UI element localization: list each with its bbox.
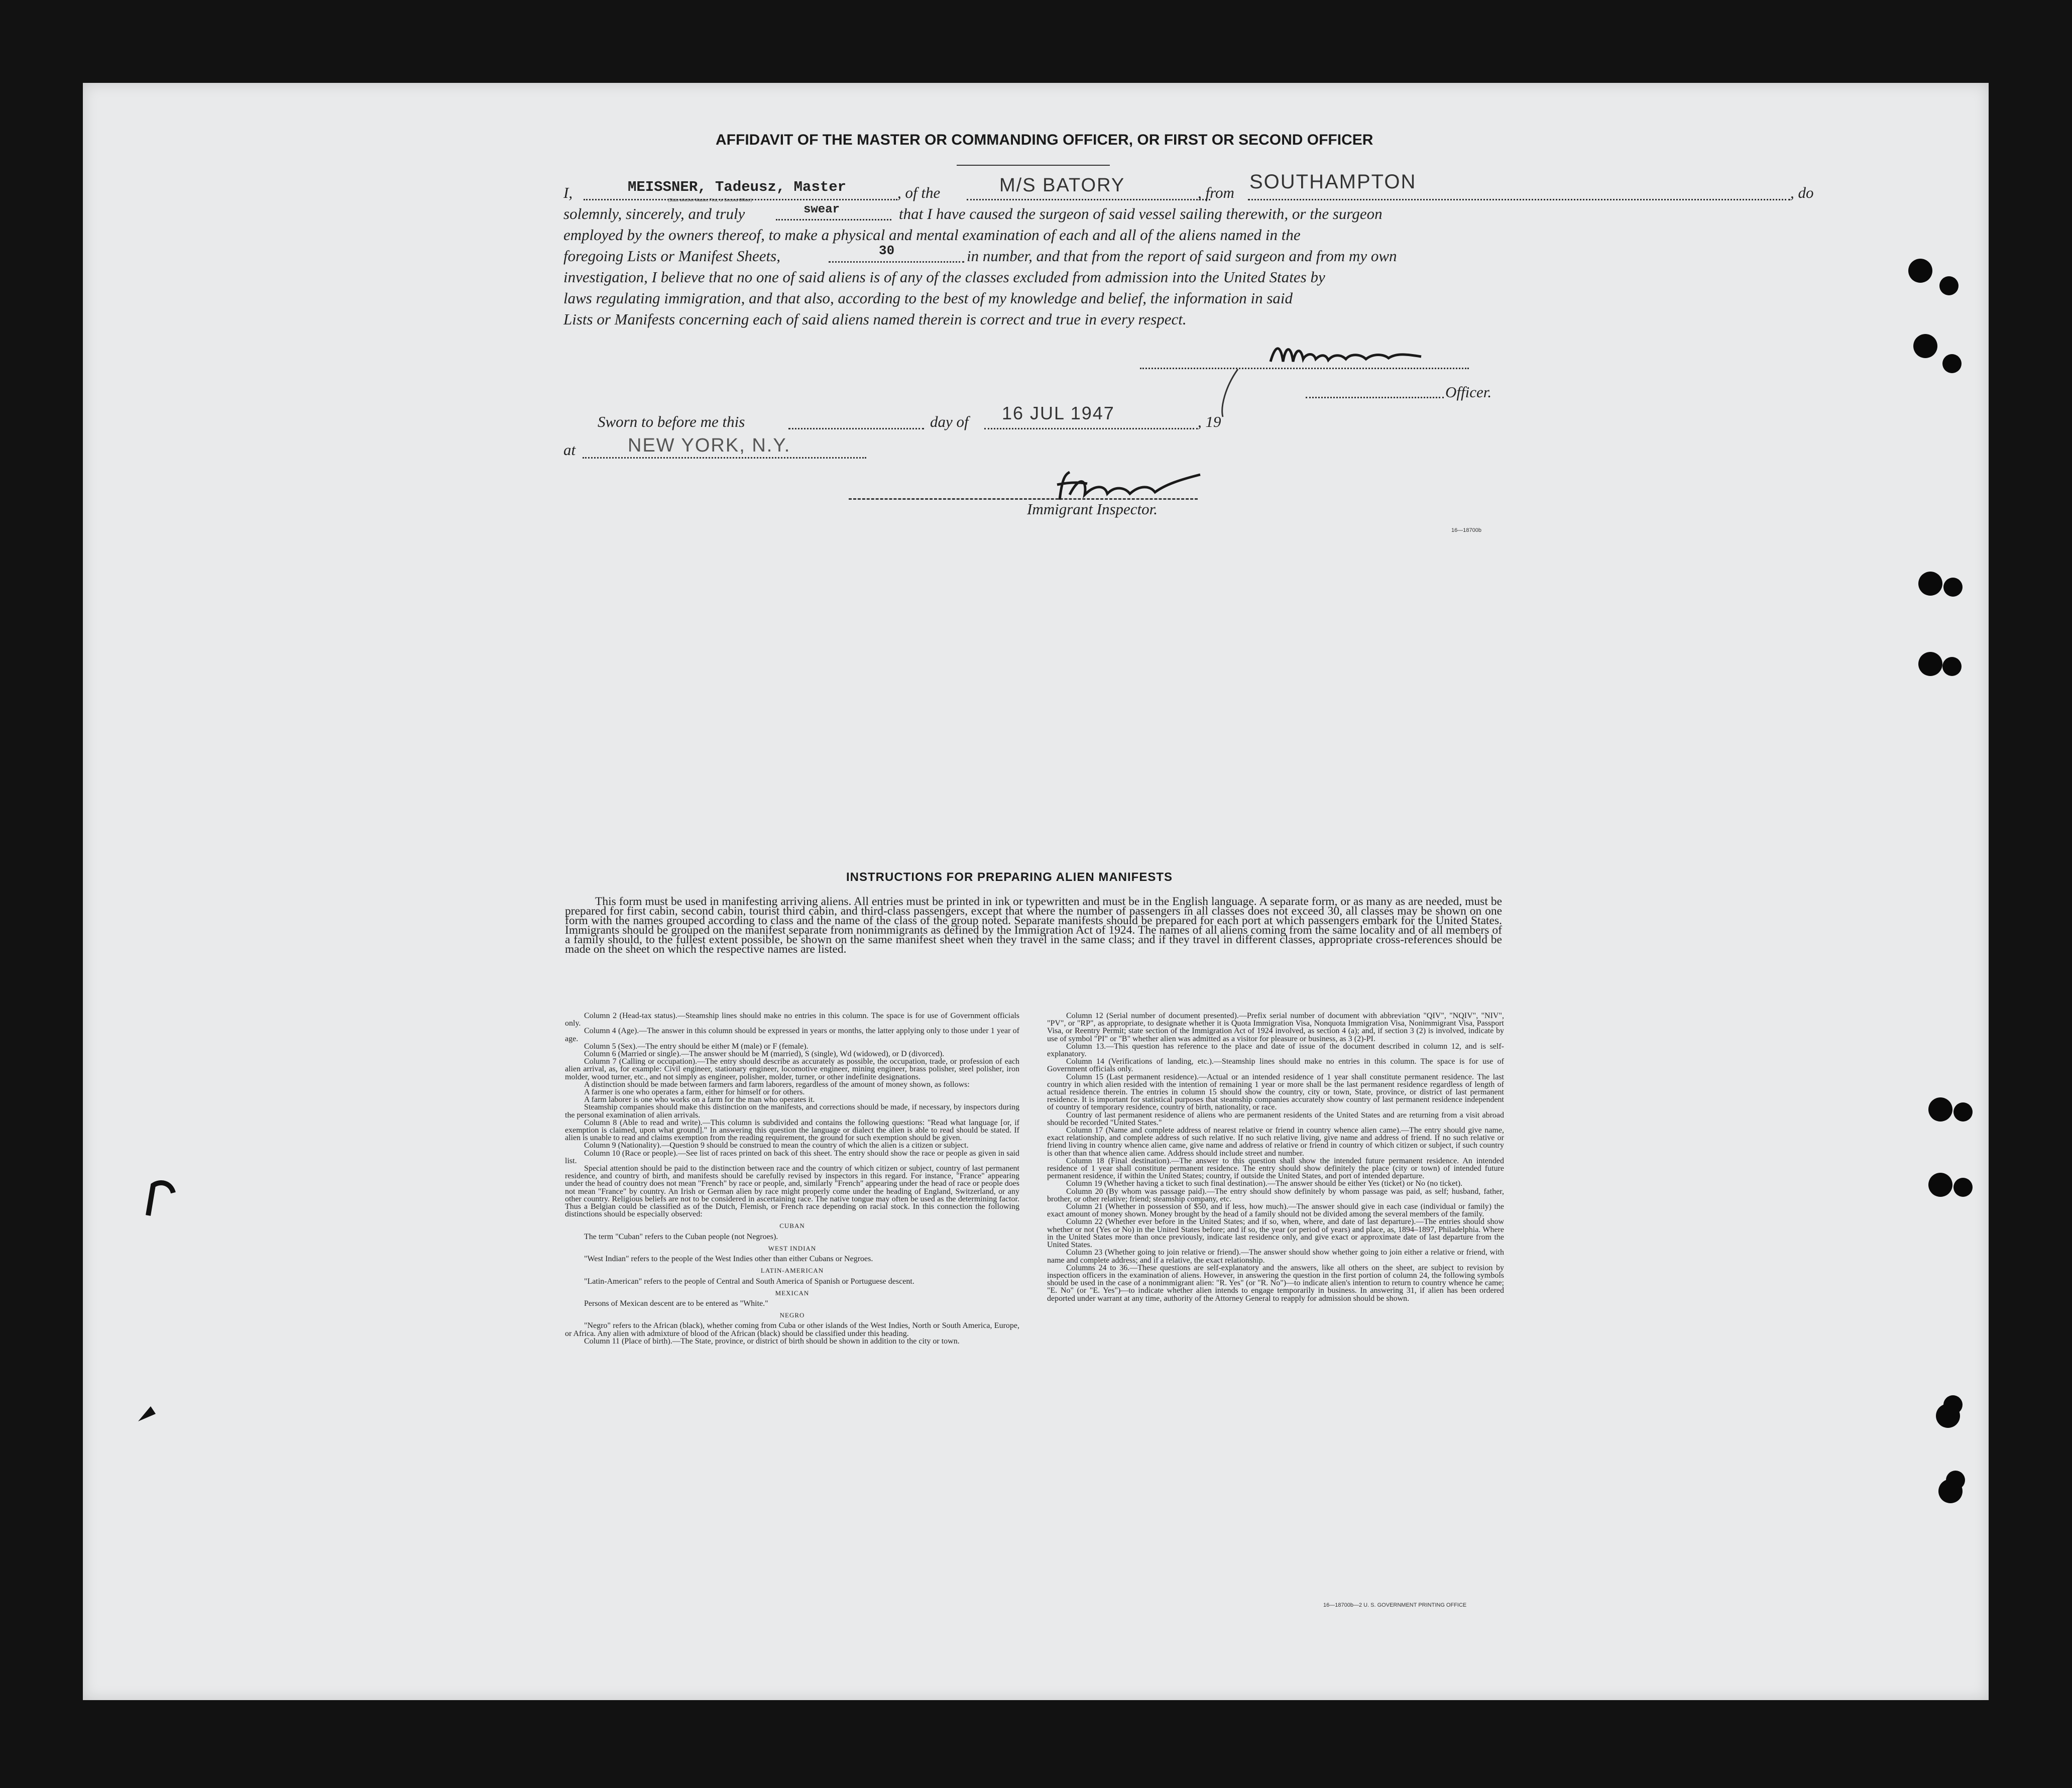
right-para-8: Column 19 (Whether having a ticket to such final destination).—The answer should be either Yes (ticket) or No (no ticket). — [1066, 1179, 1463, 1188]
race-heading-latin-american: LATIN-AMERICAN — [760, 1267, 824, 1275]
officer-title-line — [1306, 397, 1444, 398]
left-para-5: Column 7 (Calling or occupation).—The entry should describe as accurately as possible, the occupation, trade, or profession of each alien arrival, as, for example: Civil engineer, stationary engineer, locomotive engineer, mining engineer, brass polisher, steel polisher, iron molder, wood turner, etc., and not simply as engineer, polisher, molder, turner, or other indefinite designations. — [565, 1057, 1019, 1081]
inspector-label: Immigrant Inspector. — [1027, 500, 1158, 518]
sworn-date-line — [984, 428, 1198, 429]
right-para-2: Column 13.—This question has reference to the place and date of issue of the document described in column 12, and is self-explanatory. — [1047, 1042, 1504, 1059]
do-label: , do — [1790, 184, 1814, 201]
left-para-10: Column 8 (Able to read and write).—This column is subdivided and contains the following questions: "Read what language [or, if exemption is claimed, upon what ground]." In answering this question the language or dialect the alien is able to read should be stated. If alien is unable to read and claims exemption from the reading requirement, the ground for such exemption should be given. — [565, 1118, 1019, 1143]
right-para-11: Column 22 (Whether ever before in the United States; and if so, when, where, and date of last departure).—The entries should show whether or not (Yes or No) in the United States before; and if so, the year (or period of years) and place, as, 1894–1897, Philadelphia. Where in the United States more than once previously, indicate last residence only, and give exact or approximate date of last departure from the United States. — [1047, 1217, 1504, 1250]
right-para-3: Column 14 (Verifications of landing, etc.).—Steamship lines should make no entries in this column. The space is for use of Government officials only. — [1047, 1057, 1504, 1074]
oath-line — [776, 219, 891, 220]
binder-hole — [1943, 578, 1963, 597]
state-whether-note: (State whether Master, First, or Second Officer) — [668, 198, 752, 202]
of-the-label: , of the — [897, 184, 941, 201]
binder-hole — [1953, 1178, 1973, 1197]
left-para-2: Column 4 (Age).—The answer in this column should be expressed in years or months, the latter applying only to those under 1 year of age. — [565, 1027, 1019, 1043]
right-para-5: Country of last permanent residence of aliens who are permanent residents of the United States and are returning from a visit abroad should be recorded "United States." — [1047, 1110, 1504, 1127]
form-number: 16—18700b — [1451, 527, 1481, 533]
race-text-latin-american: "Latin-American" refers to the people of Central and South America of Spanish or Portuguese descent. — [584, 1277, 914, 1286]
left-para-6: A distinction should be made between farmers and farm laborers, regardless of the amount of money shown, as follows: — [584, 1080, 970, 1089]
binder-hole — [1913, 334, 1937, 358]
date-stamp: 16 JUL 1947 — [1002, 403, 1115, 423]
race-heading-west-indian: WEST INDIAN — [768, 1244, 817, 1252]
race-heading-mexican: MEXICAN — [775, 1289, 810, 1297]
port-name: SOUTHAMPTON — [1249, 171, 1417, 193]
binder-hole — [1928, 1097, 1952, 1122]
binder-hole — [1943, 1395, 1963, 1414]
race-heading-negro: NEGRO — [779, 1311, 805, 1319]
place-stamp: NEW YORK, N.Y. — [628, 435, 791, 456]
binder-hole — [1928, 1173, 1952, 1197]
race-text-cuban: The term "Cuban" refers to the Cuban people (not Negroes). — [584, 1232, 778, 1241]
affidavit-i: I, — [563, 184, 573, 201]
left-tail: Column 11 (Place of birth).—The State, province, or district of birth should be shown in addition to the city or town. — [584, 1336, 960, 1346]
officer-name: MEISSNER, Tadeusz, Master — [628, 179, 847, 195]
binder-hole — [1918, 652, 1942, 676]
at-label: at — [563, 441, 576, 459]
count-line — [829, 261, 964, 263]
binder-hole — [1953, 1102, 1973, 1122]
binder-hole — [1939, 276, 1959, 295]
affidavit-line-4a: foregoing Lists or Manifest Sheets, — [563, 247, 780, 265]
port-line — [1248, 199, 1790, 200]
binder-hole — [1918, 572, 1942, 596]
year-label: , 19 — [1198, 413, 1221, 430]
place-line — [583, 457, 866, 459]
binder-hole — [1946, 1471, 1965, 1490]
left-para-8: A farm laborer is one who works on a farm for the man who operates it. — [584, 1095, 815, 1104]
affidavit-line-4b: in number, and that from the report of said surgeon and from my own — [967, 247, 1397, 265]
ink-mark — [143, 1180, 183, 1220]
sheet-count: 30 — [879, 243, 895, 258]
affidavit-line-2: that I have caused the surgeon of said vessel sailing therewith, or the surgeon — [899, 205, 1383, 222]
left-para-4: Column 6 (Married or single).—The answer should be M (married), S (single), Wd (widowed), or D (divorced). — [584, 1050, 945, 1059]
affidavit-title: AFFIDAVIT OF THE MASTER OR COMMANDING OFFICER, OR FIRST OR SECOND OFFICER — [716, 132, 1373, 148]
instructions-right-column — [1047, 1012, 1504, 1302]
left-para-7: A farmer is one who operates a farm, either for himself or for others. — [584, 1088, 805, 1097]
ink-mark — [136, 1404, 161, 1424]
affidavit-line-7: Lists or Manifests concerning each of said aliens named therein is correct and true in every respect. — [563, 310, 1187, 328]
right-para-10: Column 21 (Whether in possession of $50, and if less, how much).—The answer should give in each case (individual or family) the exact amount of money shown. Money brought by the head of a family should not be divided among the several members of the family. — [1047, 1202, 1504, 1219]
sworn-day-line — [788, 428, 924, 429]
race-text-mexican: Persons of Mexican descent are to be entered as "White." — [584, 1299, 768, 1308]
solemnly-text: solemnly, sincerely, and truly — [563, 205, 745, 222]
from-label: , from — [1198, 184, 1234, 201]
affidavit-line-6: laws regulating immigration, and that also, according to the best of my knowledge and belief, the information in said — [563, 289, 1293, 307]
oath-word: swear — [803, 203, 840, 216]
vessel-line — [967, 199, 1210, 200]
binder-hole — [1942, 354, 1962, 373]
sworn-text: Sworn to before me this — [598, 413, 745, 430]
title-rule — [957, 165, 1110, 166]
officer-signature — [1265, 334, 1431, 374]
left-para-13: Special attention should be paid to the distinction between race and the country of which citizen or subject, country of last permanent residence, and country of birth, and manifests should be carefully revised by inspectors in this regard. For instance, "France" appearing under the head of country does not mean "French" by race or people, and, similarly "French" appearing under the head of race or people does not mean "France" by country. An Irish or German alien by race might properly come under the heading of England, Switzerland, or any other country. Religious beliefs are not to be considered in ascertaining race. The native tongue may often be used as the determining factor. Thus a Belgian could be classified as of the Dutch, Flemish, or French race depending on racial stock. In this connection the following distinctions should be especially observed: — [565, 1164, 1019, 1219]
binder-hole — [1942, 657, 1962, 676]
instructions-left-column — [565, 1012, 1019, 1345]
printing-office-footer: 16—18700b—2 U. S. GOVERNMENT PRINTING OFFICE — [1323, 1602, 1467, 1608]
left-para-11: Column 9 (Nationality).—Question 9 should be construed to mean the country of which the alien is a citizen or subject. — [584, 1141, 969, 1150]
binder-hole — [1908, 259, 1932, 283]
instructions-title: INSTRUCTIONS FOR PREPARING ALIEN MANIFESTS — [846, 870, 1173, 884]
instructions-intro: This form must be used in manifesting arriving aliens. All entries must be printed in ink or typewritten and must be in the English language. A separate form, or as many as are needed, must be prepared for first cabin, second cabin, tourist third cabin, and third-class passengers, except that where the number of passengers in all classes does not exceed 30, all classes may be shown on one form with the names grouped according to class and the name of the class of the group noted. Separate manifests should be prepared for each port at which passengers embark for the United States. Immigrants should be grouped on the manifest separate from nonimmigrants as defined by the Immigration Act of 1924. The names of all aliens coming from the same locality and of all members of a family should, to the fullest extent possible, be shown on the same manifest sheet when they travel in the same class; and if they travel in different classes, appropriate cross-references should be made on the sheet on which the respective names are listed. — [565, 895, 1502, 956]
affidavit-line-5: investigation, I believe that no one of said aliens is of any of the classes excluded from admission into the United States by — [563, 268, 1325, 286]
left-para-12: Column 10 (Race or people).—See list of races printed on back of this sheet. The entry should show the race or people as given in said list. — [565, 1149, 1019, 1165]
day-of-label: day of — [930, 413, 969, 430]
vessel-name: M/S BATORY — [999, 175, 1125, 196]
officer-label: Officer. — [1445, 383, 1492, 401]
right-para-12: Column 23 (Whether going to join relative or friend).—The answer should show whether going to join either a relative or friend, with name and complete address; and if a relative, the exact relationship. — [1047, 1248, 1504, 1265]
right-para-7: Column 18 (Final destination).—The answer to this question shall show the intended future permanent residence. An intended residence of 1 year shall constitute permanent residence. The entry should show definitely the place (city or town) of intended future permanent residence, if within the United States; country, if outside the United States, and port of intended departure. — [1047, 1156, 1504, 1181]
initial-mark — [1215, 367, 1245, 422]
race-text-west-indian: "West Indian" refers to the people of the West Indies other than either Cubans or Negroes. — [584, 1255, 873, 1264]
race-text-negro: "Negro" refers to the African (black), whether coming from Cuba or other islands of the West Indies, North or South America, Europe, or Africa. Any alien with admixture of blood of the African (black) should be classified under this heading. — [565, 1321, 1019, 1338]
right-para-9: Column 20 (By whom was passage paid).—The entry should show definitely by whom passage was paid, as self; husband, father, brother, or other relative; friend; steamship company, etc. — [1047, 1187, 1504, 1203]
affidavit-line-3: employed by the owners thereof, to make a physical and mental examination of each and all of the aliens named in the — [563, 226, 1301, 244]
right-para-13: Columns 24 to 36.—These questions are self-explanatory and the answers, like all others on the sheet, are subject to revision by inspection officers in the examination of aliens. However, in answering the question in the first portion of column 24, the following symbols should be used in the case of a nonimmigrant alien: "R. Yes" (or "R. No")—to indicate alien's intention to return to country whence he came; "E. No" (or "E. Yes")—to indicate whether alien intends to engage temporarily in business. In answering 31, if alien has been ordered deported under warrant at any time, authority of the Attorney General to reapply for admission should be shown. — [1047, 1263, 1504, 1303]
right-para-1: Column 12 (Serial number of document presented).—Prefix serial number of document with abbreviation "QIV", "NQIV", "NIV", "PV", or "RP", as appropriate, to designate whether it is Quota Immigration Visa, Nonquota Immigration Visa, Nonimmigrant Visa, Passport Visa, or Reentry Permit; state section of the Immigration Act of 1924 involved, as section 4 (a); and, if section 3 (2) is involved, indicate by use of symbol "PI" or "B" whether alien was admitted as a visitor for pleasure or business, as 3 (2)-PI. — [1047, 1012, 1504, 1043]
left-para-1: Column 2 (Head-tax status).—Steamship lines should make no entries in this column. The space is for use of Government officials only. — [565, 1012, 1019, 1028]
right-para-6: Column 17 (Name and complete address of nearest relative or friend in country whence alien came).—The entry should give name, exact relationship, and complete address of such relative. If no such relative living, give name and address of friend. If no such relative or friend living in country whence alien came, give name and address of relative or friend in country of which citizen or subject, if such country is other than that whence alien came. Address should include street and number. — [1047, 1126, 1504, 1158]
left-para-9: Steamship companies should make this distinction on the manifests, and corrections should be made, if necessary, by inspectors during the personal examination of alien arrivals. — [565, 1103, 1019, 1120]
left-para-3: Column 5 (Sex).—The entry should be either M (male) or F (female). — [584, 1042, 809, 1051]
race-heading-cuban: CUBAN — [779, 1222, 805, 1230]
right-para-4: Column 15 (Last permanent residence).—Actual or an intended residence of 1 year shall constitute permanent residence. The last country in which alien resided with the intention of remaining 1 year or more shall be the last permanent residence regardless of length of actual residence therein. The entries in column 15 should show the country, city or town, State, province, or district of last permanent residence. It is important for statistical purposes that steamship companies accurately show country of last permanent residence independent of country of temporary residence, country of birth, nationality, or race. — [1047, 1072, 1504, 1112]
